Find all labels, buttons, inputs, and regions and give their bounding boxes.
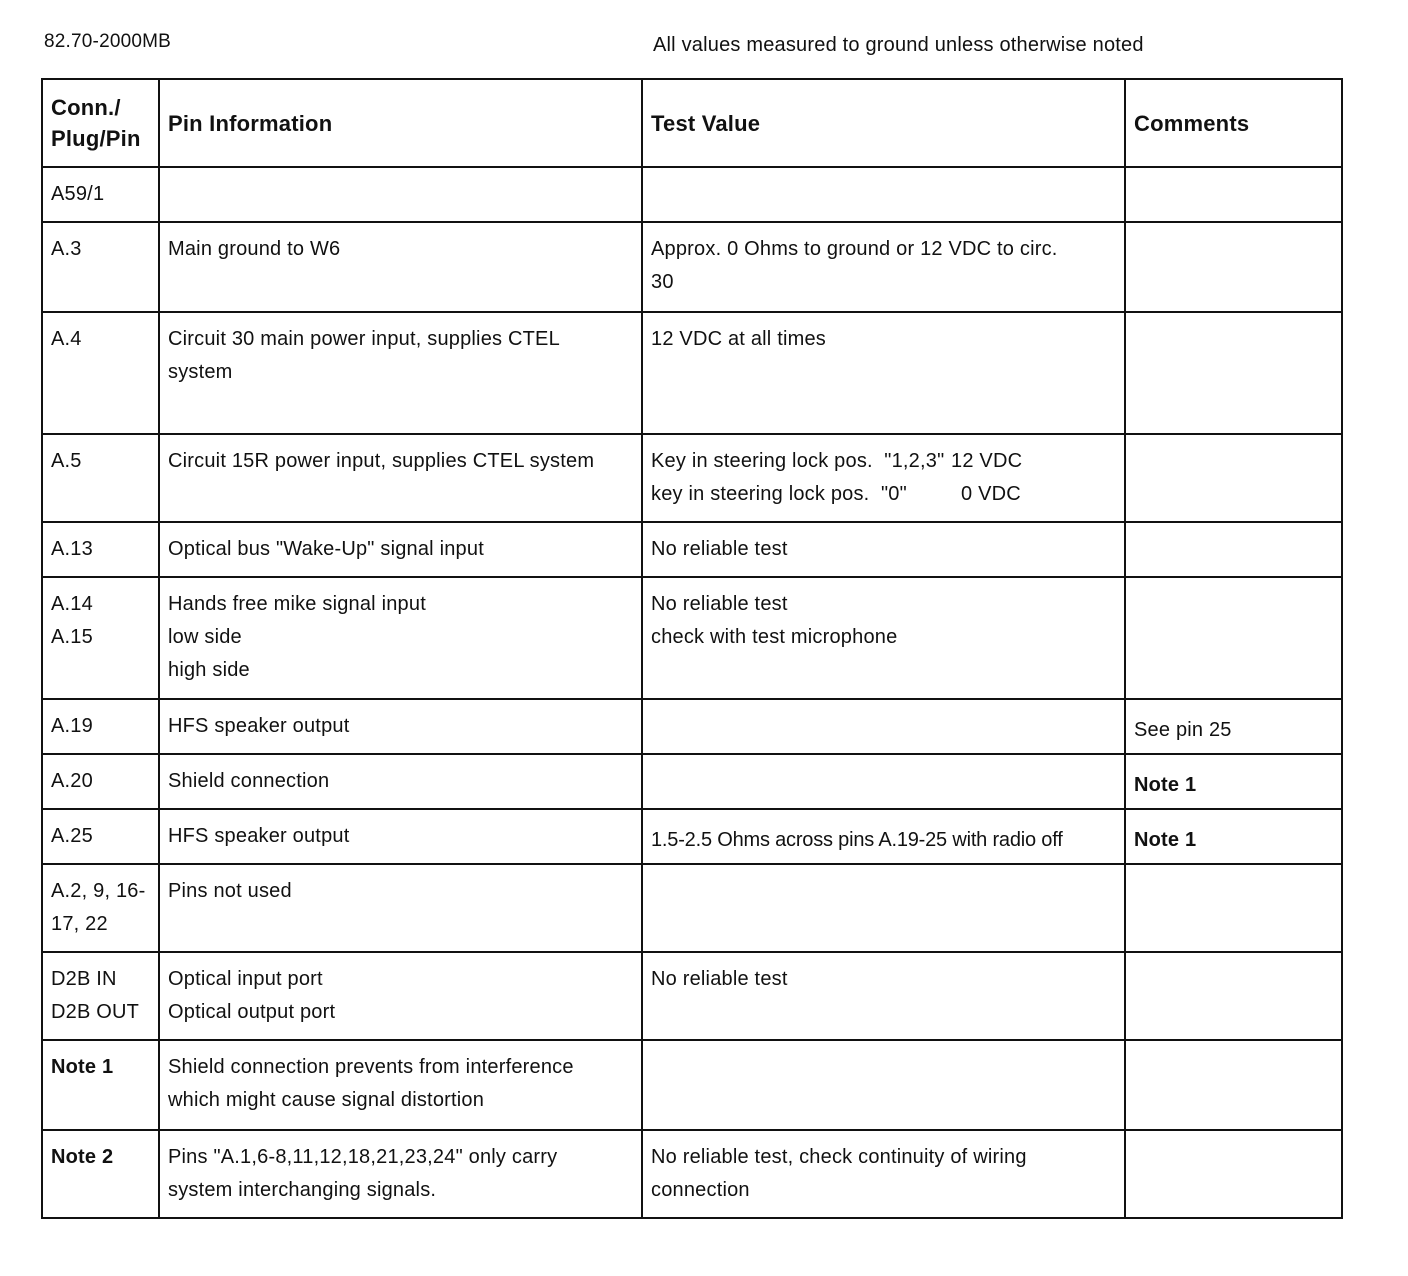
test-value-cell [642, 754, 1125, 809]
comment-cell [1125, 699, 1342, 754]
test-value-cell [642, 222, 1125, 312]
column-header-comments-label: Comments [1134, 110, 1250, 136]
conn-line: A.15 [51, 626, 93, 648]
conn-line: D2B OUT [51, 1001, 140, 1023]
table-row [42, 1040, 1342, 1130]
test-value-text [651, 435, 1116, 511]
test-value-text: No reliable test [651, 538, 788, 560]
document-id: 82.70-2000MB [44, 31, 172, 52]
test-value-cell [642, 1040, 1125, 1130]
comment-cell [1125, 167, 1342, 222]
table-row [42, 312, 1342, 434]
conn-cell [42, 222, 159, 312]
test-value-line: 30 [651, 271, 674, 293]
pin-info-text [168, 578, 633, 687]
pin-info-cell [159, 222, 642, 312]
test-value-cell [642, 312, 1125, 434]
column-header-conn [42, 79, 159, 167]
table-row [42, 952, 1342, 1040]
lock-position-label: key in steering lock pos. "0" [651, 483, 907, 505]
test-value-cell [642, 577, 1125, 699]
pin-info-line: which might cause signal distortion [168, 1089, 485, 1111]
conn-cell [42, 577, 159, 699]
pin-info-text [168, 313, 633, 389]
pin-info-cell [159, 167, 642, 222]
conn-cell [42, 312, 159, 434]
test-value-text [651, 223, 1116, 299]
conn-line: A.2, 9, 16- [51, 880, 146, 902]
conn-value: A59/1 [51, 183, 105, 205]
column-header-test-value-label: Test Value [651, 110, 761, 136]
conn-value [51, 578, 150, 654]
column-header-conn-line-1: Conn./ [51, 95, 121, 120]
test-value-cell [642, 809, 1125, 864]
test-value-cell [642, 167, 1125, 222]
table-row [42, 1130, 1342, 1218]
table-row [42, 699, 1342, 754]
pin-info-text: Shield connection [168, 770, 330, 792]
pin-info-cell [159, 312, 642, 434]
measurement-note: All values measured to ground unless otherwise noted [653, 34, 1144, 56]
pin-info-line: Hands free mike signal input [168, 593, 426, 615]
conn-value: A.3 [51, 238, 82, 260]
column-header-comments [1125, 79, 1342, 167]
pin-info-line: system [168, 361, 233, 383]
comment-cell [1125, 864, 1342, 952]
conn-cell [42, 167, 159, 222]
conn-line: D2B IN [51, 968, 117, 990]
pin-info-line: high side [168, 659, 250, 681]
test-value-text [651, 578, 1116, 654]
conn-cell [42, 952, 159, 1040]
lock-position-value: 12 VDC [951, 450, 1023, 472]
note-label: Note 1 [51, 1056, 114, 1078]
test-value-line: check with test microphone [651, 626, 898, 648]
table-row [42, 577, 1342, 699]
conn-cell [42, 699, 159, 754]
comment-cell [1125, 434, 1342, 522]
test-value-text: 12 VDC at all times [651, 328, 826, 350]
table-row [42, 522, 1342, 577]
comment-text: See pin 25 [1134, 719, 1232, 741]
lock-position-value: 0 VDC [961, 483, 1021, 505]
lock-position-label: Key in steering lock pos. "1,2,3" [651, 450, 945, 472]
comment-cell [1125, 754, 1342, 809]
comment-cell [1125, 1130, 1342, 1218]
test-value-cell [642, 434, 1125, 522]
conn-line: A.14 [51, 593, 93, 615]
table-row [42, 754, 1342, 809]
pin-info-text: Optical bus "Wake-Up" signal input [168, 538, 484, 560]
pin-info-text: HFS speaker output [168, 715, 350, 737]
conn-value: A.19 [51, 715, 93, 737]
pin-info-line: Circuit 30 main power input, supplies CTEL [168, 328, 560, 350]
conn-cell [42, 1130, 159, 1218]
pin-info-text [168, 1041, 633, 1117]
conn-value: A.20 [51, 770, 93, 792]
test-value-line: Approx. 0 Ohms to ground or 12 VDC to circ. [651, 238, 1058, 260]
test-value-line: No reliable test [651, 593, 788, 615]
pin-info-cell [159, 699, 642, 754]
pin-info-cell [159, 1040, 642, 1130]
comment-cell [1125, 222, 1342, 312]
column-header-pin-info-label: Pin Information [168, 110, 333, 136]
conn-cell [42, 754, 159, 809]
pin-info-cell [159, 952, 642, 1040]
test-value-line: connection [651, 1179, 750, 1201]
conn-cell [42, 809, 159, 864]
test-value-cell [642, 522, 1125, 577]
pin-info-line: system interchanging signals. [168, 1179, 437, 1201]
pin-info-cell [159, 577, 642, 699]
pin-info-cell [159, 1130, 642, 1218]
conn-value: A.13 [51, 538, 93, 560]
pin-info-cell [159, 754, 642, 809]
pin-info-line: Optical input port [168, 968, 323, 990]
table-header-row [42, 79, 1342, 167]
table-row [42, 434, 1342, 522]
pin-info-cell [159, 809, 642, 864]
comment-text: Note 1 [1134, 774, 1197, 796]
test-value-cell [642, 1130, 1125, 1218]
test-value-cell [642, 699, 1125, 754]
test-value-text: No reliable test [651, 968, 788, 990]
pin-info-text: Circuit 15R power input, supplies CTEL system [168, 450, 595, 472]
pin-info-cell [159, 522, 642, 577]
conn-cell [42, 864, 159, 952]
pin-info-text: HFS speaker output [168, 825, 350, 847]
conn-value [51, 865, 150, 941]
conn-cell [42, 522, 159, 577]
test-value-line: No reliable test, check continuity of wiring [651, 1146, 1027, 1168]
pin-info-cell [159, 434, 642, 522]
conn-value: A.25 [51, 825, 93, 847]
test-value-text: 1.5-2.5 Ohms across pins A.19-25 with radio off [651, 829, 1063, 851]
pin-info-text: Main ground to W6 [168, 238, 341, 260]
pin-info-text: Pins not used [168, 880, 292, 902]
conn-line: 17, 22 [51, 913, 108, 935]
test-value-cell [642, 864, 1125, 952]
lock-position-row [651, 445, 1116, 478]
table-row [42, 167, 1342, 222]
pin-info-line: Optical output port [168, 1001, 336, 1023]
comment-cell [1125, 577, 1342, 699]
comment-cell [1125, 312, 1342, 434]
pin-info-line: Shield connection prevents from interference [168, 1056, 574, 1078]
conn-value: A.4 [51, 328, 82, 350]
comment-cell [1125, 809, 1342, 864]
conn-value [51, 953, 150, 1029]
comment-cell [1125, 522, 1342, 577]
pin-info-line: low side [168, 626, 242, 648]
column-header-pin-info [159, 79, 642, 167]
table-row [42, 864, 1342, 952]
test-value-cell [642, 952, 1125, 1040]
pin-test-table [41, 78, 1343, 1219]
conn-value: A.5 [51, 450, 82, 472]
pin-info-text [168, 953, 633, 1029]
conn-cell [42, 1040, 159, 1130]
test-value-text [651, 1131, 1116, 1207]
table-row [42, 809, 1342, 864]
column-header-test-value [642, 79, 1125, 167]
comment-text: Note 1 [1134, 829, 1197, 851]
note-label: Note 2 [51, 1146, 114, 1168]
comment-cell [1125, 1040, 1342, 1130]
pin-info-text [168, 1131, 633, 1207]
column-header-conn-line-2: Plug/Pin [51, 126, 141, 151]
comment-cell [1125, 952, 1342, 1040]
conn-cell [42, 434, 159, 522]
lock-position-row [651, 478, 1116, 511]
table-row [42, 222, 1342, 312]
pin-info-line: Pins "A.1,6-8,11,12,18,21,23,24" only carry [168, 1146, 558, 1168]
pin-info-cell [159, 864, 642, 952]
